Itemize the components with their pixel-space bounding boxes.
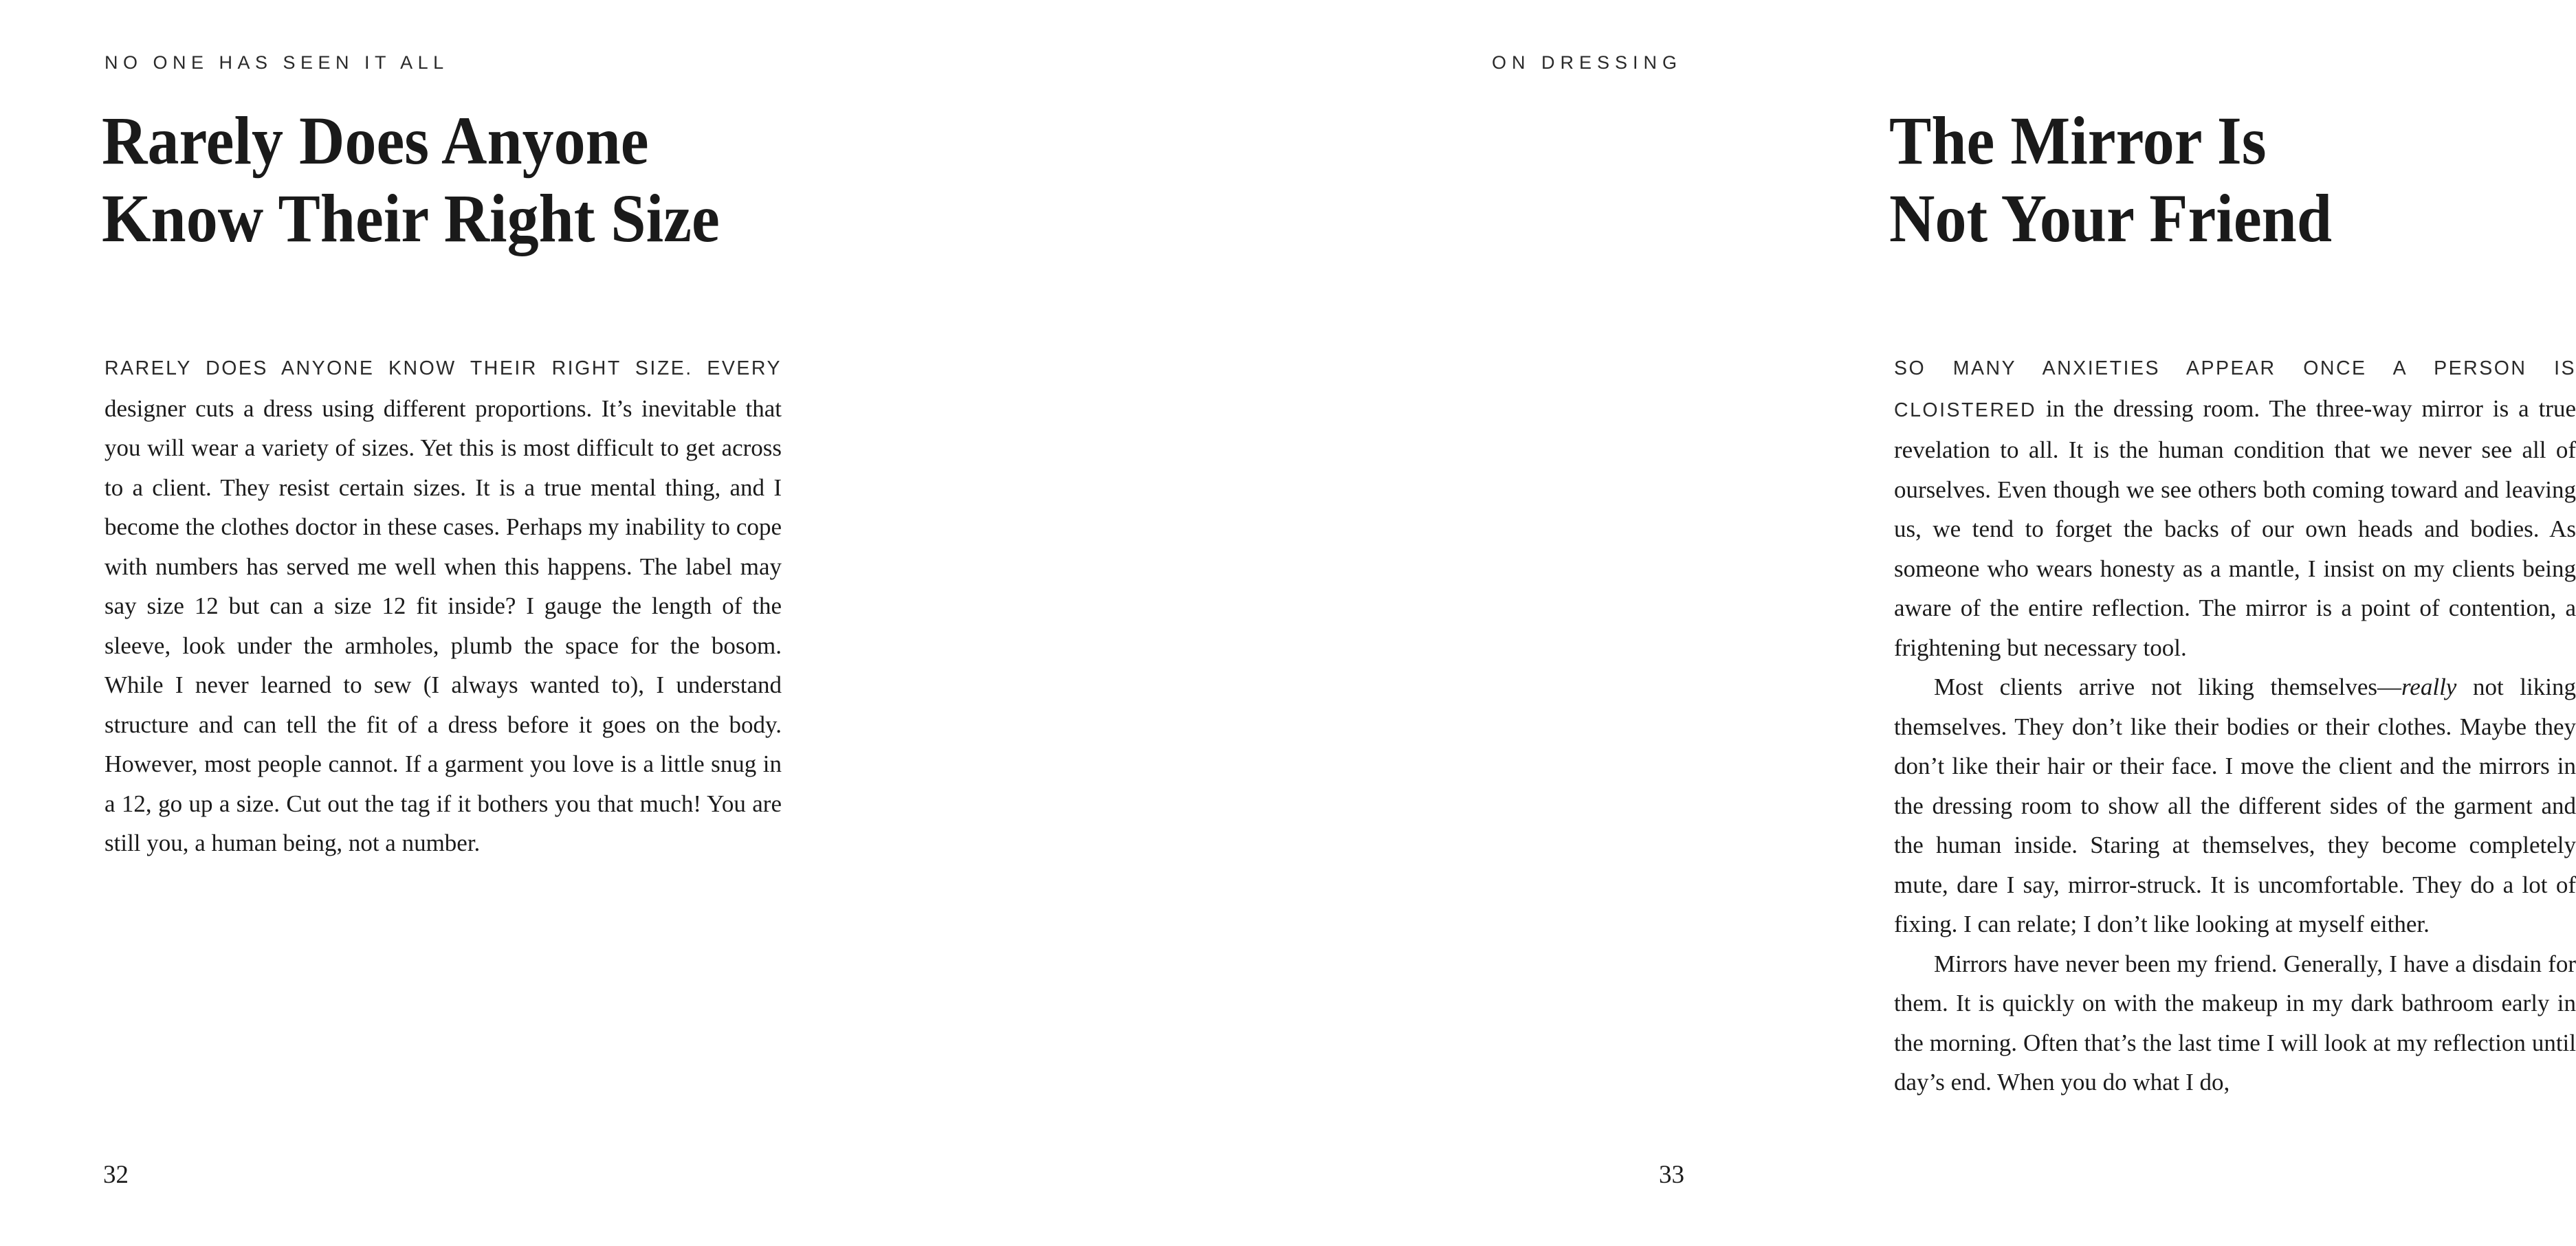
paragraph-text: designer cuts a dress using different proportions. It’s inevitable that you will wear a variety of sizes. Yet this is most difficult to get across to a client. They resist certain sizes. It is a true mental thing, and I become the clothes doctor in these cases. Perhaps my inability to cope with numbers has served me well when this happens. The label may say size 12 but can a size 12 fit inside? I gauge the length of the sleeve, look under the armholes, plumb the space for the bosom. While I never learned to sew (I always wanted to), I understand structure and can tell the fit of a dress before it goes on the body. However, most people cannot. If a garment you love is a little snug in a 12, go up a size. Cut out the tag if it bothers you that much! You are still you, a human being, not a number. <box>104 394 782 856</box>
paragraph-text: in the dressing room. The three-way mirror is a true revelation to all. It is the human condition that we never see all of ourselves. Even though we see others both coming toward and leaving us, we tend to forget the backs of our own heads and bodies. As someone who wears honesty as a mantle, I insist on my clients being aware of the entire reflection. The mirror is a point of contention, a frightening but necessary tool. <box>1894 394 2576 661</box>
chapter-title-left <box>102 102 720 257</box>
body-text-left <box>104 347 782 863</box>
paragraph-text: Most clients arrive not liking themselves— <box>1934 674 2401 700</box>
paragraph <box>1894 667 2576 944</box>
chapter-title-right-line-1: The Mirror Is <box>1889 102 2267 179</box>
lead-in-caps-right: SO MANY ANXIETIES APPEAR ONCE A PERSON IS CLOISTERED <box>1894 357 2576 421</box>
chapter-title-left-line-1: Rarely Does Anyone <box>102 102 649 179</box>
left-page <box>0 0 894 1246</box>
running-header-right: ON DRESSING <box>1491 52 1682 73</box>
right-page <box>894 0 2576 1246</box>
running-header-left: NO ONE HAS SEEN IT ALL <box>104 52 449 73</box>
chapter-title-right <box>1889 102 2332 257</box>
paragraph <box>104 347 782 863</box>
lead-in-caps-left: RARELY DOES ANYONE KNOW THEIR RIGHT SIZE. EVERY <box>104 357 782 379</box>
italic-word: really <box>2401 674 2457 700</box>
page-number-left: 32 <box>103 1161 129 1189</box>
paragraph <box>1894 944 2576 1102</box>
paragraph <box>1894 347 2576 667</box>
page-number-right: 33 <box>1659 1161 1684 1189</box>
body-text-right <box>1894 347 2576 1102</box>
paragraph-text: Mirrors have never been my friend. Generally, I have a disdain for them. It is quickly on with the makeup in my dark bathroom early in the morning. Often that’s the last time I will look at my reflection until day’s end. When you do what I do, <box>1894 950 2576 1095</box>
chapter-title-left-line-2: Know Their Right Size <box>102 180 720 256</box>
chapter-title-right-line-2: Not Your Friend <box>1889 180 2332 256</box>
paragraph-text: not liking themselves. They don’t like their bodies or their clothes. Maybe they don’t like their hair or their face. I move the client and the mirrors in the dressing room to show all the different sides of the garment and the human inside. Staring at themselves, they become completely mute, dare I say, mirror-struck. It is uncomfortable. They do a lot of fixing. I can relate; I don’t like looking at myself either. <box>1894 674 2576 937</box>
